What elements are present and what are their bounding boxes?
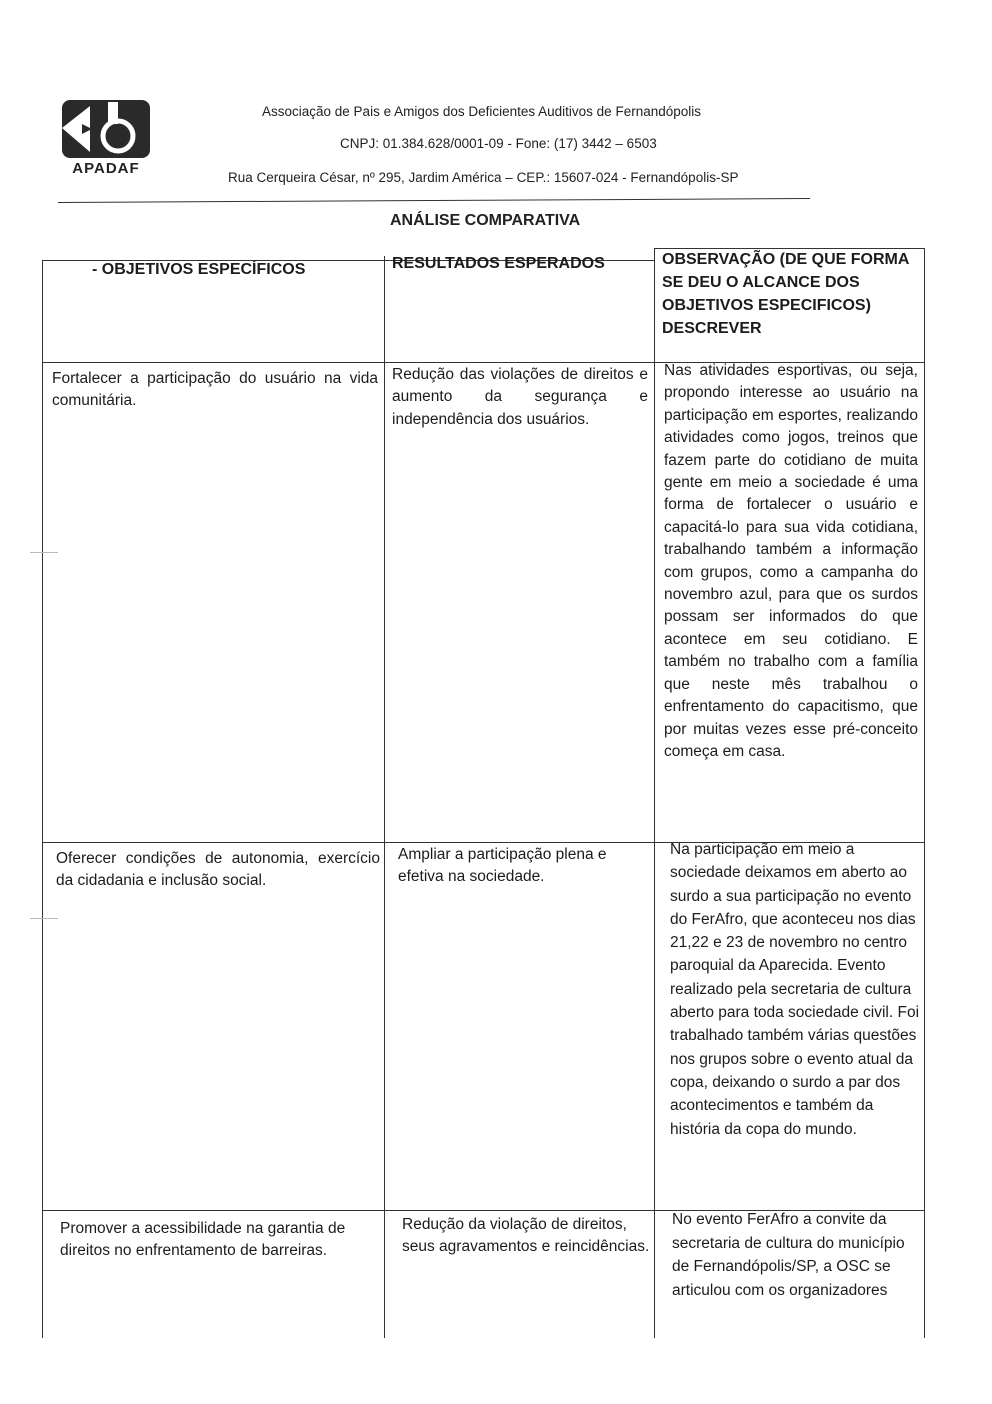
comparative-table [40, 248, 926, 1338]
org-contact: CNPJ: 01.384.628/0001-09 - Fone: (17) 3442 – 6503 [340, 136, 657, 151]
apadaf-logo [60, 98, 152, 180]
column-divider-2 [654, 248, 655, 1338]
row-3-objective: Promover a acessibilidade na garantia de direitos no enfrentamento de barreiras. [60, 1220, 346, 1260]
row-1-observation: Nas atividades esportivas, ou seja, propondo interesse ao usuário na participação em esportes, realizando atividades como jogos, treinos que fazem parte do cotidiano de muita gente em meio a sociedade é uma forma de fortalecer o usuário e capacitá-lo para sua vida cotidiana, trabalhando também a informação com grupos, como a campanha do novembro azul, para que os surdos possam ser informados do que acontece em seu cotidiano. E também no trabalho com a família que neste mês trabalhou o enfrentamento do capacitismo, que por muitas vezes esse pré-conceito começa em casa. [664, 362, 918, 760]
org-name: Associação de Pais e Amigos dos Deficientes Auditivos de Fernandópolis [262, 104, 702, 119]
scan-artifact [30, 918, 58, 919]
header-objectives: - OBJETIVOS ESPECÍFICOS [92, 261, 306, 278]
table-border-right [924, 248, 925, 1338]
row-2-objective: Oferecer condições de autonomia, exercício da cidadania e inclusão social. [56, 850, 380, 890]
header-expected-results: RESULTADOS ESPERADOS [392, 255, 605, 272]
document-title: ANÁLISE COMPARATIVA [390, 212, 581, 229]
ear-logo-icon [60, 98, 152, 160]
column-divider-1 [384, 256, 385, 1338]
table-border-left [42, 260, 43, 1338]
row-3-observation: No evento FerAfro a convite da secretaria de cultura do município de Fernandópolis/SP, a OSC se articulou com os organizadores [672, 1211, 905, 1299]
row-2-expected: Ampliar a participação plena e efetiva na sociedade. [398, 846, 607, 886]
org-address: Rua Cerqueira César, nº 295, Jardim América – CEP.: 15607-024 - Fernandópolis-SP [228, 170, 739, 185]
header-divider [58, 198, 810, 203]
row-1-expected: Redução das violações de direitos e aumento da segurança e independência dos usuários. [392, 366, 648, 428]
scan-artifact [30, 552, 58, 553]
logo-text: APADAF [72, 160, 140, 177]
row-1-objective: Fortalecer a participação do usuário na vida comunitária. [52, 370, 378, 410]
header-observation: OBSERVAÇÃO (DE QUE FORMA SE DEU O ALCANCE DOS OBJETIVOS ESPECIFICOS) DESCREVER [662, 251, 909, 337]
row-2-observation: Na participação em meio a sociedade deixamos em aberto ao surdo a sua participação no evento do FerAfro, que aconteceu nos dias 21,22 e 23 de novembro no centro paroquial da Aparecida. Evento realizado pela secretaria de cultura aberto para toda sociedade civil. Foi trabalhado também várias questões nos grupos sobre o evento atual da copa, deixando o surdo a par dos acontecimentos e também da história da copa do mundo. [670, 841, 920, 1138]
row-3-expected: Redução da violação de direitos, seus agravamentos e reincidências. [402, 1216, 650, 1256]
